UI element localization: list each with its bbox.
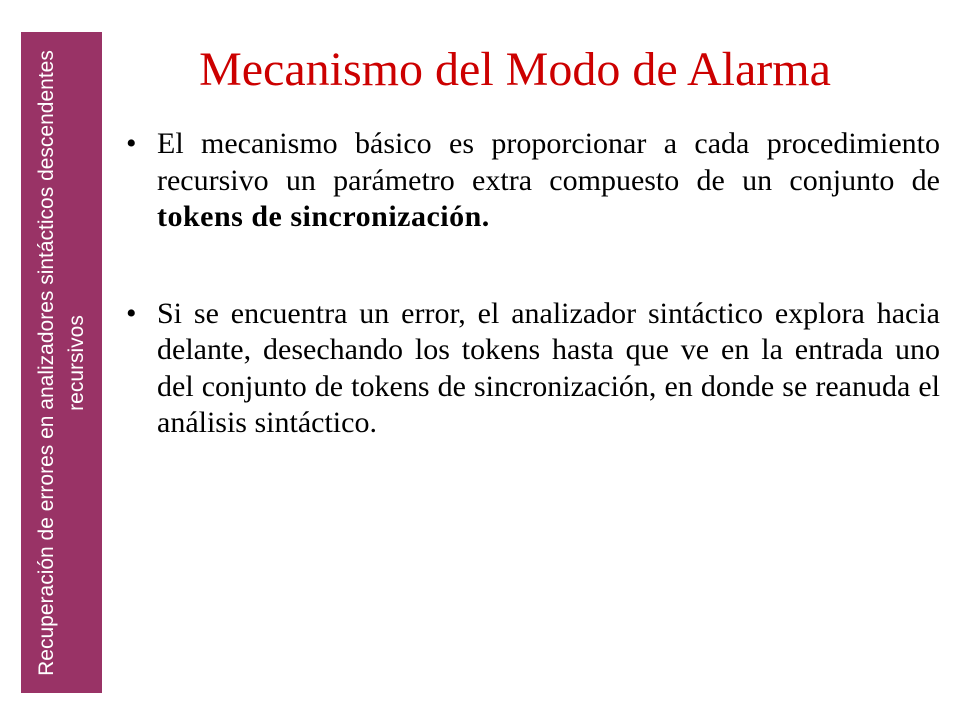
bullet-item [118,126,940,236]
bullet-marker: • [126,127,137,160]
bullet-text: Si se encuentra un error, el analizador sintáctico explora hacia delante, desechando los tokens hasta que ve en la entrada uno del conjunto de tokens de sincronización, en donde se reanuda el análisis sintáctico. [157,296,940,439]
bullet-emphasis: tokens de sincronización. [157,200,490,233]
bullet-marker: • [126,296,137,330]
sidebar-section-title: Recuperación de errores en analizadores sintácticos descendentes recursivos [34,49,88,676]
bullet-text: El mecanismo básico es proporcionar a cada procedimiento recursivo un parámetro extra compuesto de un conjunto de [157,127,940,197]
bullet-list [118,126,940,442]
slide-title: Mecanismo del Modo de Alarma [199,43,831,96]
sidebar-band [21,32,102,693]
bullet-item [118,296,940,442]
